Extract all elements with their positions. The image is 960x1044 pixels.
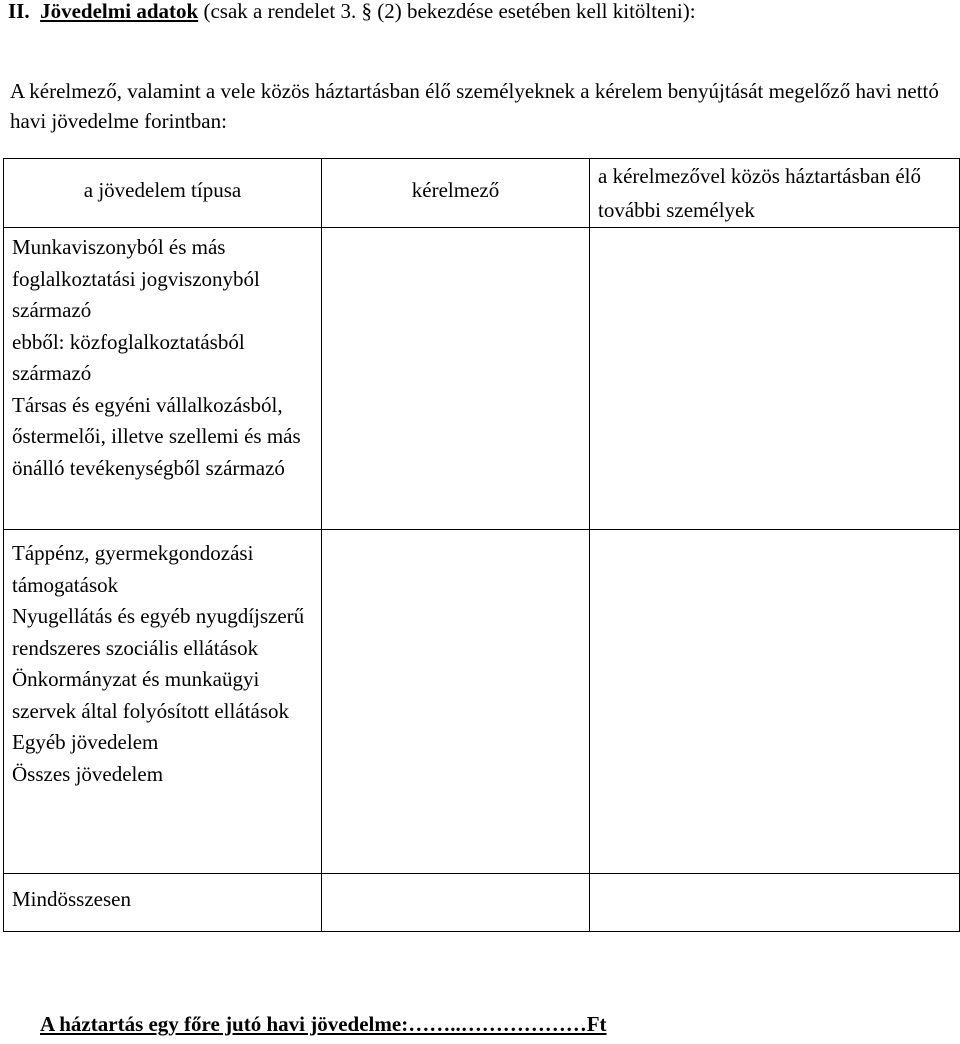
row-label-municipal-benefits: Önkormányzat és munkaügyi szervek által folyósított ellátások (12, 667, 289, 723)
applicant-input-cell[interactable] (322, 530, 590, 874)
per-capita-income-line: A háztartás egy főre jutó havi jövedelme:……..………………Ft (40, 1012, 607, 1036)
section-title: Jövedelmi adatok (40, 0, 199, 23)
table-row-total (4, 874, 960, 932)
section-note: (csak a rendelet 3. § (2) bekezdése esetében kell kitölteni): (198, 0, 696, 23)
row-label-employment: Munkaviszonyból és más foglalkoztatási jogviszonyból származó (12, 235, 260, 322)
row-label-total-income: Összes jövedelem (12, 761, 164, 786)
row-label-public-work: ebből: közfoglalkoztatásból származó (12, 329, 245, 385)
table-row (4, 228, 960, 530)
intro-text: A kérelmező, valamint a vele közös háztartásban élő személyeknek a kérelem benyújtását megelőző havi nettó havi jövedelme forintban: (10, 79, 939, 133)
household-input-cell[interactable] (590, 228, 960, 530)
table-row (4, 530, 960, 874)
row-label-other-income: Egyéb jövedelem (12, 730, 159, 754)
section-heading (8, 0, 696, 24)
row-label-grand-total: Mindösszesen (4, 874, 322, 932)
income-types-group-2 (4, 530, 322, 874)
row-label-pension: Nyugellátás és egyéb nyugdíjszerű rendszeres szociális ellátások (12, 604, 305, 660)
table-header-row (4, 159, 960, 228)
income-table (3, 158, 960, 932)
header-applicant: kérelmező (322, 159, 590, 228)
household-total-cell[interactable] (590, 874, 960, 932)
applicant-input-cell[interactable] (322, 228, 590, 530)
section-number: II. (8, 0, 30, 23)
header-household-members: a kérelmezővel közös háztartásban élő további személyek (590, 159, 960, 228)
row-label-enterprise: Társas és egyéni vállalkozásból, őstermelői, illetve szellemi és más önálló tevékenységből származó (12, 392, 301, 480)
row-label-sick-pay: Táppénz, gyermekgondozási támogatások (12, 541, 254, 597)
applicant-total-cell[interactable] (322, 874, 590, 932)
income-types-group-1 (4, 228, 322, 530)
household-input-cell[interactable] (590, 530, 960, 874)
header-income-type: a jövedelem típusa (4, 159, 322, 228)
